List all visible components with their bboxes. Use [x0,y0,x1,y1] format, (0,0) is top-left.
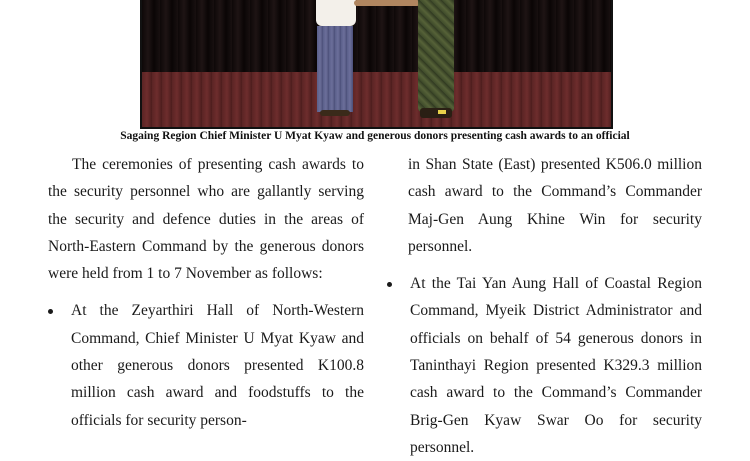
bullet-text: At the Tai Yan Aung Hall of Coastal Region Command, Myeik District Administrator and officials on behalf of 54 generous donors in Taninthayi Region presented K329.3 million cash award to the Command’s Commander Brig-Gen Kyaw Swar Oo for security personnel. [410,275,702,456]
intro-paragraph: The ceremonies of presenting cash awards to the security personnel who are gallantly serving the security and defence duties in the areas of North-Eastern Command by the generous donors were held from 1 to 7 November as follows: [48,156,364,283]
chief-minister-feet [320,110,350,116]
officer-uniform [418,0,454,112]
right-bullet-list [387,270,702,461]
bullet-icon [387,282,392,287]
officer-boots [420,108,452,118]
ceremony-photo [140,0,613,129]
chief-minister-longyi [317,26,353,112]
list-item [48,297,364,433]
list-item [387,270,702,461]
bullet-text: At the Zeyarthiri Hall of North-Western Command, Chief Minister U Myat Kyaw and other generous donors presented K100.8 million cash award and foodstuffs to the officials for security person- [71,302,364,429]
bullet-icon [48,309,53,314]
stage-carpet [142,72,611,129]
left-bullet-list [48,297,364,433]
handshake [354,0,420,6]
chief-minister-shirt [316,0,356,26]
photo-caption: Sagaing Region Chief Minister U Myat Kyaw and generous donors presenting cash awards to an official [120,130,630,142]
stage-curtain [142,0,611,72]
left-column [48,151,364,434]
stage-marker [438,110,446,114]
right-column [408,151,702,461]
continued-paragraph: in Shan State (East) presented K506.0 million cash award to the Command’s Commander Maj-Gen Aung Khine Win for security personnel. [408,156,702,255]
